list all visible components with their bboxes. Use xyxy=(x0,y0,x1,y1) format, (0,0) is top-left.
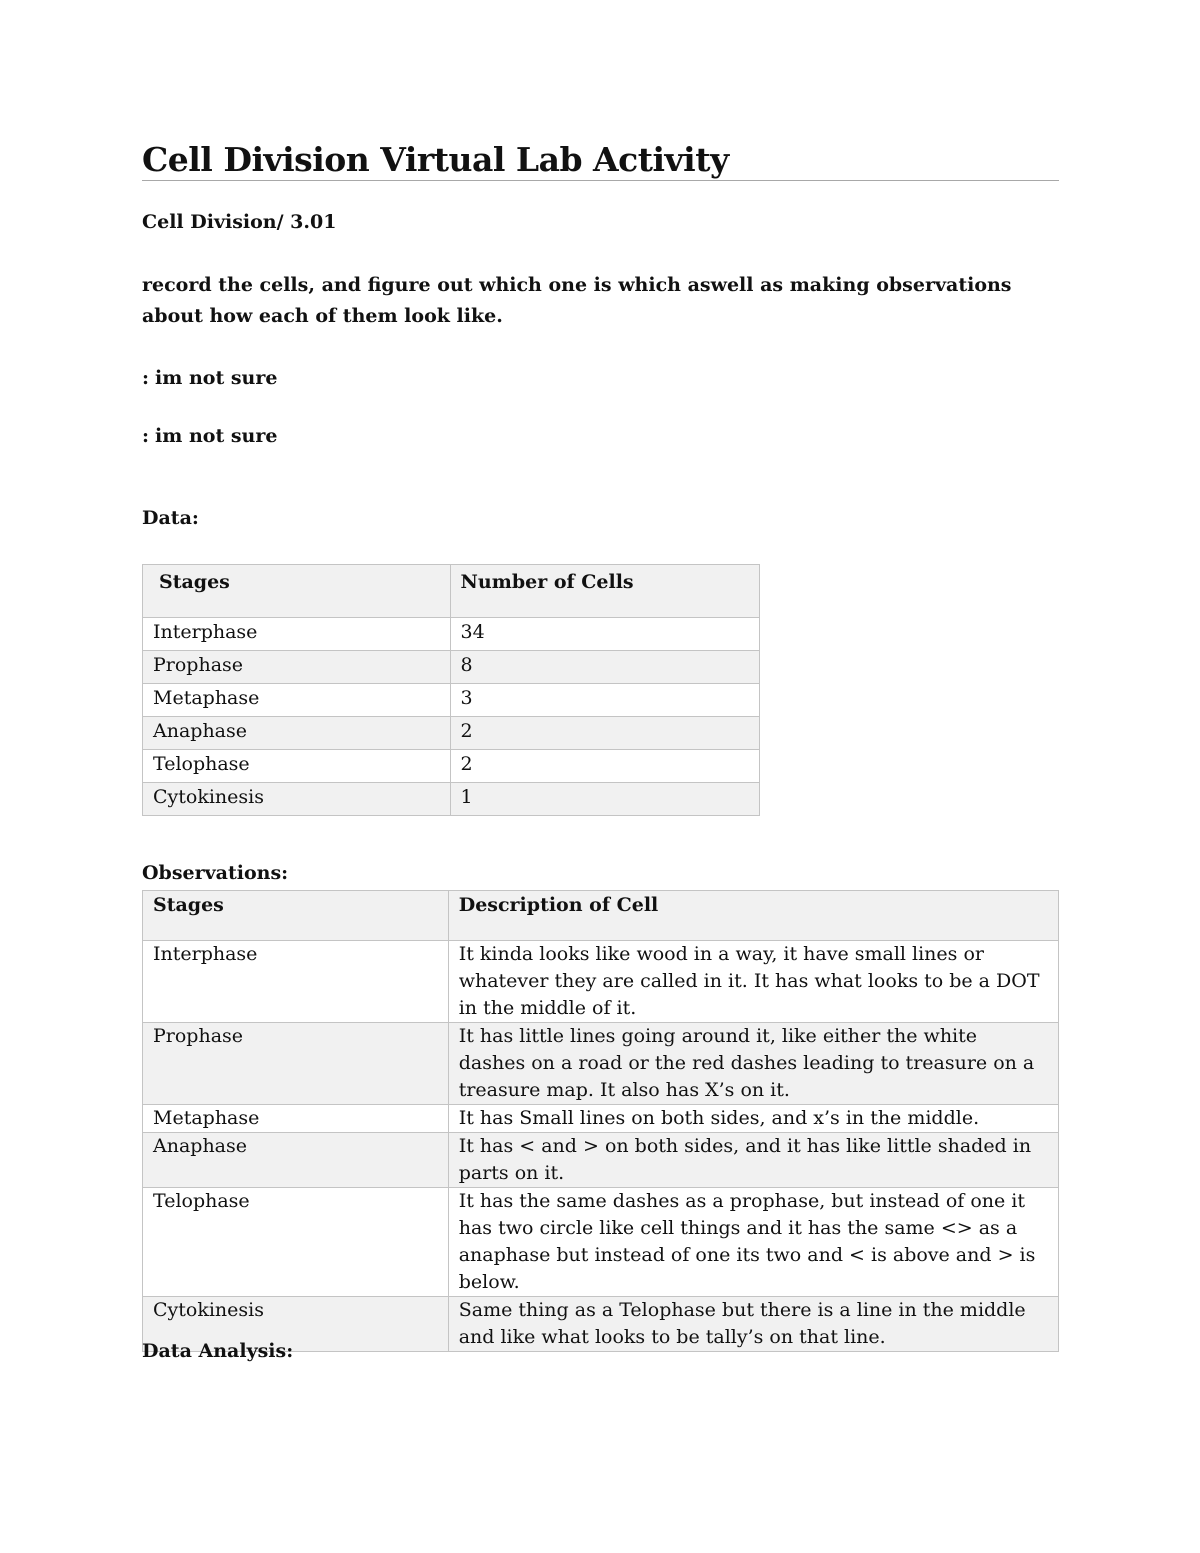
stage-cell: Telophase xyxy=(143,1188,449,1297)
stage-cell: Prophase xyxy=(143,1023,449,1105)
table-row xyxy=(143,941,1059,1023)
table-row xyxy=(143,1105,1059,1133)
data-table xyxy=(142,564,760,816)
answer-text: im not sure xyxy=(155,425,278,447)
count-cell: 2 xyxy=(450,750,759,783)
count-cell: 2 xyxy=(450,717,759,750)
table-row xyxy=(143,1023,1059,1105)
answer-line-2 xyxy=(142,422,277,450)
stage-cell: Anaphase xyxy=(143,1133,449,1188)
table-header-row xyxy=(143,565,760,618)
observations-table xyxy=(142,890,1059,1352)
data-analysis-label: Data Analysis: xyxy=(142,1340,294,1362)
description-cell: It has the same dashes as a prophase, but instead of one it has two circle like cell things and it has the same <> as a anaphase but instead of one its two and < is above and > is below. xyxy=(448,1188,1058,1297)
table-row xyxy=(143,1133,1059,1188)
table-row xyxy=(143,783,760,816)
answer-text: im not sure xyxy=(155,367,278,389)
stage-cell: Metaphase xyxy=(143,1105,449,1133)
table-header-row xyxy=(143,891,1059,941)
stage-cell: Telophase xyxy=(143,750,451,783)
table-row xyxy=(143,750,760,783)
table-row xyxy=(143,684,760,717)
stage-cell: Cytokinesis xyxy=(143,783,451,816)
stage-cell: Metaphase xyxy=(143,684,451,717)
observations-section-label: Observations: xyxy=(142,862,289,884)
table-row xyxy=(143,1188,1059,1297)
column-header: Stages xyxy=(143,565,451,618)
data-section-label: Data: xyxy=(142,507,199,529)
stage-cell: Prophase xyxy=(143,651,451,684)
stage-cell: Cytokinesis xyxy=(143,1297,449,1352)
answer-prefix: : xyxy=(142,425,150,447)
count-cell: 1 xyxy=(450,783,759,816)
description-cell: It kinda looks like wood in a way, it have small lines or whatever they are called in it. It has what looks to be a DOT in the middle of it. xyxy=(448,941,1058,1023)
intro-paragraph: record the cells, and figure out which one is which aswell as making observations about how each of them look like. xyxy=(142,274,1012,327)
stage-cell: Interphase xyxy=(143,618,451,651)
table-row xyxy=(143,651,760,684)
stage-cell: Interphase xyxy=(143,941,449,1023)
description-cell: Same thing as a Telophase but there is a line in the middle and like what looks to be tally’s on that line. xyxy=(448,1297,1058,1352)
description-cell: It has < and > on both sides, and it has like little shaded in parts on it. xyxy=(448,1133,1058,1188)
column-header: Description of Cell xyxy=(448,891,1058,941)
description-cell: It has little lines going around it, like either the white dashes on a road or the red dashes leading to treasure on a treasure map. It also has X’s on it. xyxy=(448,1023,1058,1105)
document-subtitle: Cell Division/ 3.01 xyxy=(142,211,337,233)
column-header: Number of Cells xyxy=(450,565,759,618)
answer-line-1 xyxy=(142,364,277,392)
column-header: Stages xyxy=(143,891,449,941)
count-cell: 34 xyxy=(450,618,759,651)
table-row xyxy=(143,618,760,651)
stage-cell: Anaphase xyxy=(143,717,451,750)
table-row xyxy=(143,717,760,750)
description-cell: It has Small lines on both sides, and x’s in the middle. xyxy=(448,1105,1058,1133)
count-cell: 3 xyxy=(450,684,759,717)
answer-prefix: : xyxy=(142,367,150,389)
document-title: Cell Division Virtual Lab Activity xyxy=(142,140,1059,181)
count-cell: 8 xyxy=(450,651,759,684)
